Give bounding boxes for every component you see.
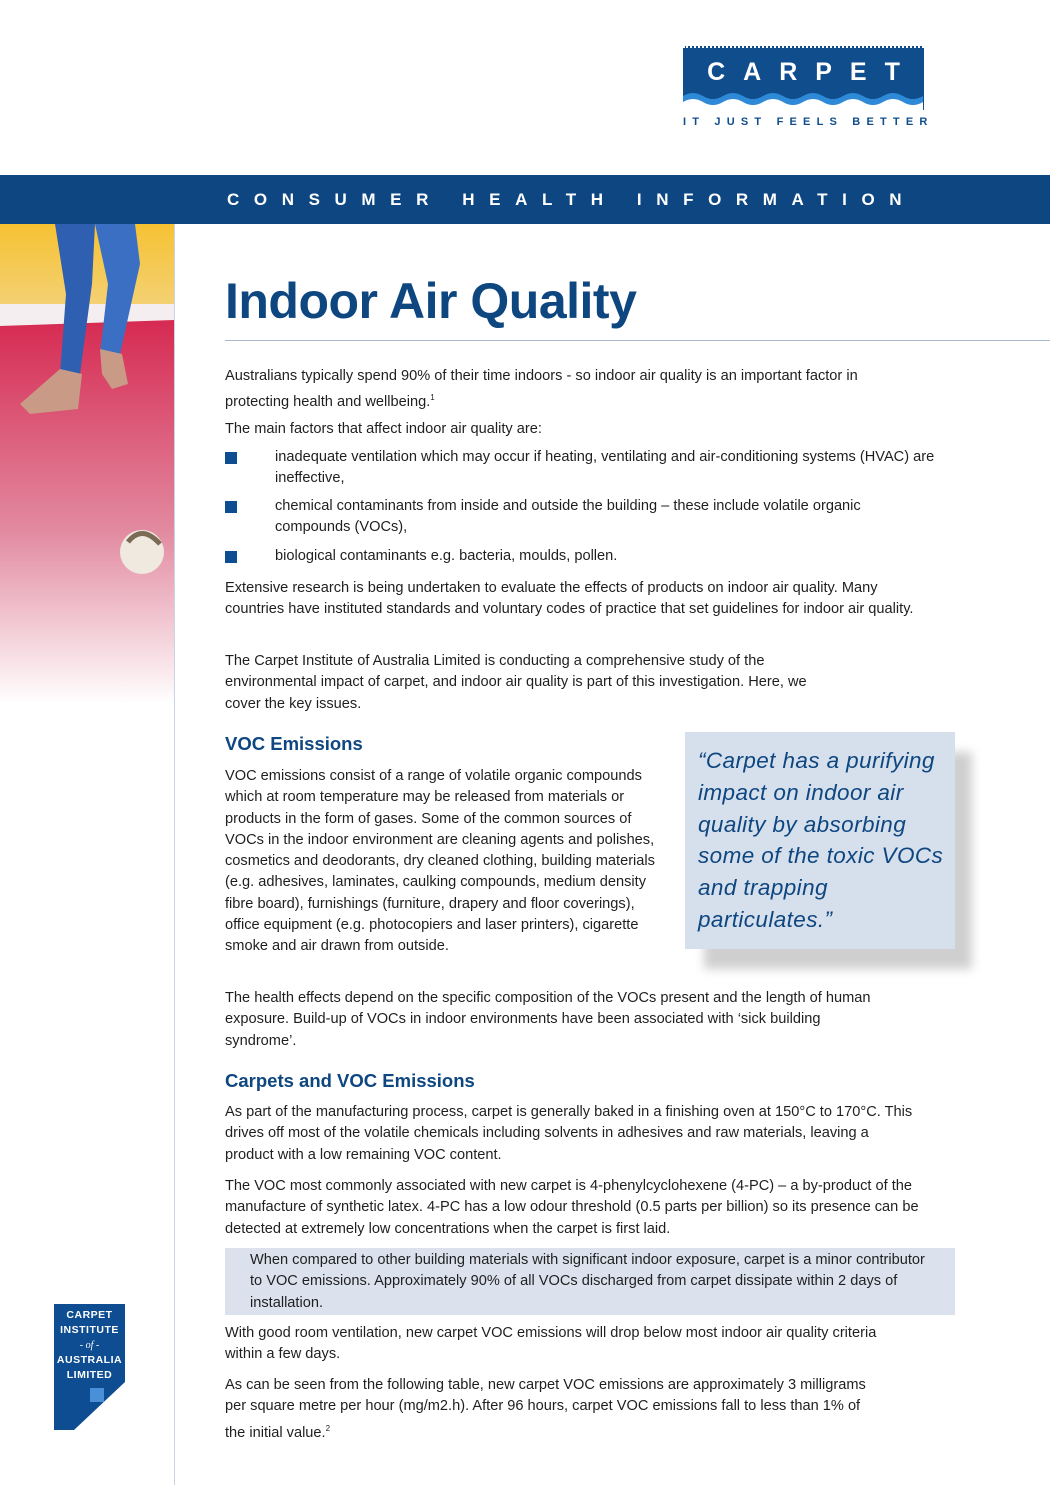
intro-paragraph-2: The main factors that affect indoor air quality are: bbox=[225, 421, 542, 437]
badge-line-5: LIMITED bbox=[66, 1369, 113, 1381]
badge-line-2: INSTITUTE bbox=[60, 1324, 119, 1336]
badge-line-3: - of - bbox=[79, 1340, 100, 1351]
logo-word: CARPET bbox=[707, 58, 918, 86]
callout-text: When compared to other building materials with significant indoor exposure, carpet is a minor contributor to VOC emissions. Approximately 90% of all VOCs discharged from carpet dissipate within 2 days of installation. bbox=[250, 1252, 925, 1311]
bullet-icon bbox=[225, 501, 237, 513]
margin-rule bbox=[174, 224, 175, 1485]
badge-line-1: CARPET bbox=[66, 1309, 113, 1321]
carpet-logo bbox=[683, 46, 934, 128]
voc-emissions-paragraph-1: VOC emissions consist of a range of volatile organic compounds which at room temperature may be released from materials or products in the form of gases. Some of the common sources of VOCs in the indoor environment are cleaning agents and polishes, cosmetics and deodorants, dry cleaned clothing, building materials (e.g. adhesives, laminates, caulking compounds, medium density fibre board), furnishings (furniture, drapery and floor coverings), office equipment (e.g. photocopiers and laser printers), cigarette smoke and air drawn from outside. bbox=[225, 768, 655, 955]
carpets-voc-paragraph-3: With good room ventilation, new carpet VOC emissions will drop below most indoor air quality criteria within a few days. bbox=[225, 1325, 877, 1363]
header-band bbox=[0, 175, 1050, 224]
bullet-icon bbox=[225, 551, 237, 563]
intro-paragraph-1: Australians typically spend 90% of their time indoors - so indoor air quality is an important factor in protecting health and wellbeing.$^1$ bbox=[225, 368, 858, 411]
pull-quote-text: “Carpet has a purifying impact on indoor air quality by absorbing some of the toxic VOCs and trapping particulates.” bbox=[698, 748, 944, 932]
intro-paragraph-4: The Carpet Institute of Australia Limited is conducting a comprehensive study of the environmental impact of carpet, and indoor air quality is part of this investigation. Here, we cover the key issues. bbox=[225, 653, 807, 712]
footnote-ref-1: 1 bbox=[430, 393, 435, 403]
page-fold-icon bbox=[54, 1382, 125, 1430]
carpets-voc-paragraph-1: As part of the manufacturing process, carpet is generally baked in a finishing oven at 150°C to 170°C. This drives off most of the volatile chemicals including solvents in adhesives and raw materials, leaving a product with a low remaining VOC content. bbox=[225, 1104, 913, 1163]
factor-list-item-3: biological contaminants e.g. bacteria, moulds, pollen. bbox=[275, 548, 618, 564]
title-divider bbox=[225, 340, 1050, 341]
header-band-text: CONSUMER HEALTH INFORMATION bbox=[227, 190, 917, 209]
factor-list-item-1: inadequate ventilation which may occur if heating, ventilating and air-conditioning systems (HVAC) are ineffective, bbox=[275, 449, 935, 487]
page-title: Indoor Air Quality bbox=[225, 273, 637, 329]
pull-quote bbox=[685, 732, 955, 949]
logo-tagline: IT JUST FEELS BETTER bbox=[683, 116, 934, 128]
waves-icon bbox=[683, 88, 924, 110]
carpets-voc-paragraph-2: The VOC most commonly associated with new carpet is 4-phenylcyclohexene (4-PC) – a by-product of the manufacture of synthetic latex. 4-PC has a low odour threshold (0.5 parts per billion) so its presence can be detected at extremely low concentrations when the carpet is first laid. bbox=[225, 1178, 919, 1237]
photo-illustration bbox=[0, 224, 174, 704]
carpets-voc-paragraph-4: As can be seen from the following table, new carpet VOC emissions are approximately 3 milligrams per square metre per hour (mg/m2.h). After 96 hours, carpet VOC emissions fall to less than 1% of the initial value.$^2$ bbox=[225, 1377, 866, 1441]
carpet-logo-box bbox=[683, 46, 924, 110]
voc-emissions-heading: VOC Emissions bbox=[225, 733, 363, 754]
voc-emissions-paragraph-2: The health effects depend on the specific composition of the VOCs present and the length of human exposure. Build-up of VOCs in indoor environments have been associated with ‘sick building syndrome’. bbox=[225, 990, 871, 1049]
carpet-photo bbox=[0, 224, 174, 704]
carpet-institute-badge bbox=[54, 1304, 125, 1430]
factor-list-item-2: chemical contaminants from inside and outside the building – these include volatile organic compounds (VOCs), bbox=[275, 498, 861, 536]
footnote-ref-2: 2 bbox=[325, 1423, 331, 1433]
badge-line-4: AUSTRALIA bbox=[56, 1354, 123, 1366]
callout-box bbox=[225, 1248, 955, 1315]
intro-paragraph-3: Extensive research is being undertaken to evaluate the effects of products on indoor air quality. Many countries have instituted standards and voluntary codes of practice that set guidelines for indoor air quality. bbox=[225, 580, 914, 618]
carpets-voc-heading: Carpets and VOC Emissions bbox=[225, 1070, 475, 1091]
bullet-icon bbox=[225, 452, 237, 464]
